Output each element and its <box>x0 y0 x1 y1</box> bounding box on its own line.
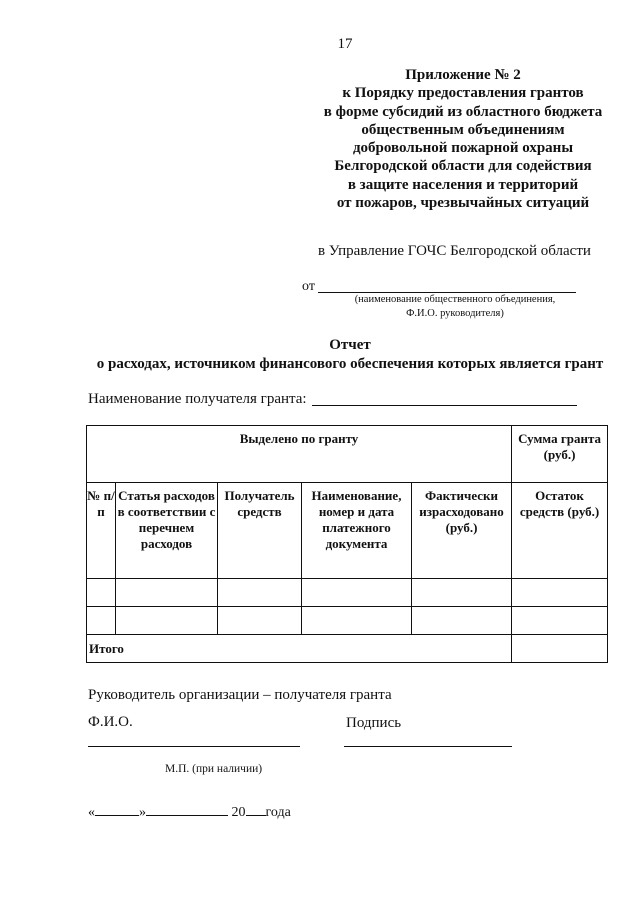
appendix-line: в защите населения и территорий <box>347 176 579 193</box>
col-header-number: № п/п <box>87 483 116 579</box>
total-value-cell[interactable] <box>512 635 608 663</box>
appendix-line: Белгородской области для содействия <box>334 158 592 175</box>
signature-fill-line[interactable] <box>344 746 512 747</box>
table-cell[interactable] <box>412 579 512 607</box>
date-line <box>88 803 291 821</box>
table-row <box>87 607 608 635</box>
table-cell[interactable] <box>302 579 412 607</box>
page-number: 17 <box>337 36 353 52</box>
from-label: от <box>302 279 315 294</box>
appendix-line: общественным объединениям <box>361 121 565 138</box>
table-cell[interactable] <box>302 607 412 635</box>
grant-sum-header: Сумма гранта (руб.) <box>512 426 608 483</box>
report-title: Отчет <box>329 337 371 353</box>
fio-label: Ф.И.О. <box>88 714 133 730</box>
from-caption <box>320 293 590 321</box>
stamp-label: М.П. (при наличии) <box>165 763 263 775</box>
appendix-line: в форме субсидий из областного бюджета <box>323 103 603 120</box>
table-cell[interactable] <box>116 579 218 607</box>
col-header-payment-document: Наименование, номер и дата платежного документа <box>302 483 412 579</box>
appendix-line: добровольной пожарной охраны <box>352 140 574 157</box>
appendix-line: Приложение № 2 <box>405 67 521 83</box>
year-fill-line[interactable] <box>246 803 266 816</box>
col-header-balance: Остаток средств (руб.) <box>512 483 608 579</box>
allocated-header: Выделено по гранту <box>87 426 512 483</box>
table-cell[interactable] <box>512 579 608 607</box>
table-cell[interactable] <box>218 579 302 607</box>
appendix-line: от пожаров, чрезвычайных ситуаций <box>336 195 590 212</box>
table-cell[interactable] <box>218 607 302 635</box>
total-label: Итого <box>87 635 512 663</box>
col-header-funds-recipient: Получатель средств <box>218 483 302 579</box>
total-row <box>87 635 608 663</box>
date-open-quote: « <box>88 805 95 820</box>
appendix-heading <box>278 66 640 212</box>
col-header-expense-item: Статья расходов в соответствии с перечнем расходов <box>116 483 218 579</box>
date-close-quote: » <box>139 805 146 820</box>
day-fill-line[interactable] <box>95 803 139 816</box>
table-cell[interactable] <box>512 607 608 635</box>
month-fill-line[interactable] <box>146 803 228 816</box>
report-subtitle: о расходах, источником финансового обеспечения которых является грант <box>96 356 604 372</box>
table-row <box>87 579 608 607</box>
from-caption-line: (наименование общественного объединения, <box>354 294 556 305</box>
addressee: в Управление ГОЧС Белгородской области <box>318 243 591 259</box>
col-header-actual-spent: Фактически израсходовано (руб.) <box>412 483 512 579</box>
year-suffix: года <box>265 805 291 820</box>
year-prefix: 20 <box>231 805 246 820</box>
table-cell[interactable] <box>87 607 116 635</box>
table-cell[interactable] <box>116 607 218 635</box>
recipient-fill-line[interactable] <box>312 405 577 406</box>
recipient-label: Наименование получателя гранта: <box>88 391 307 407</box>
head-of-organization-label: Руководитель организации – получателя гранта <box>88 687 392 703</box>
fio-fill-line[interactable] <box>88 746 300 747</box>
appendix-line: к Порядку предоставления грантов <box>342 85 584 102</box>
grant-expense-table <box>86 425 608 663</box>
signature-label: Подпись <box>346 715 402 731</box>
from-caption-line: Ф.И.О. руководителя) <box>406 308 504 319</box>
table-cell[interactable] <box>412 607 512 635</box>
table-cell[interactable] <box>87 579 116 607</box>
